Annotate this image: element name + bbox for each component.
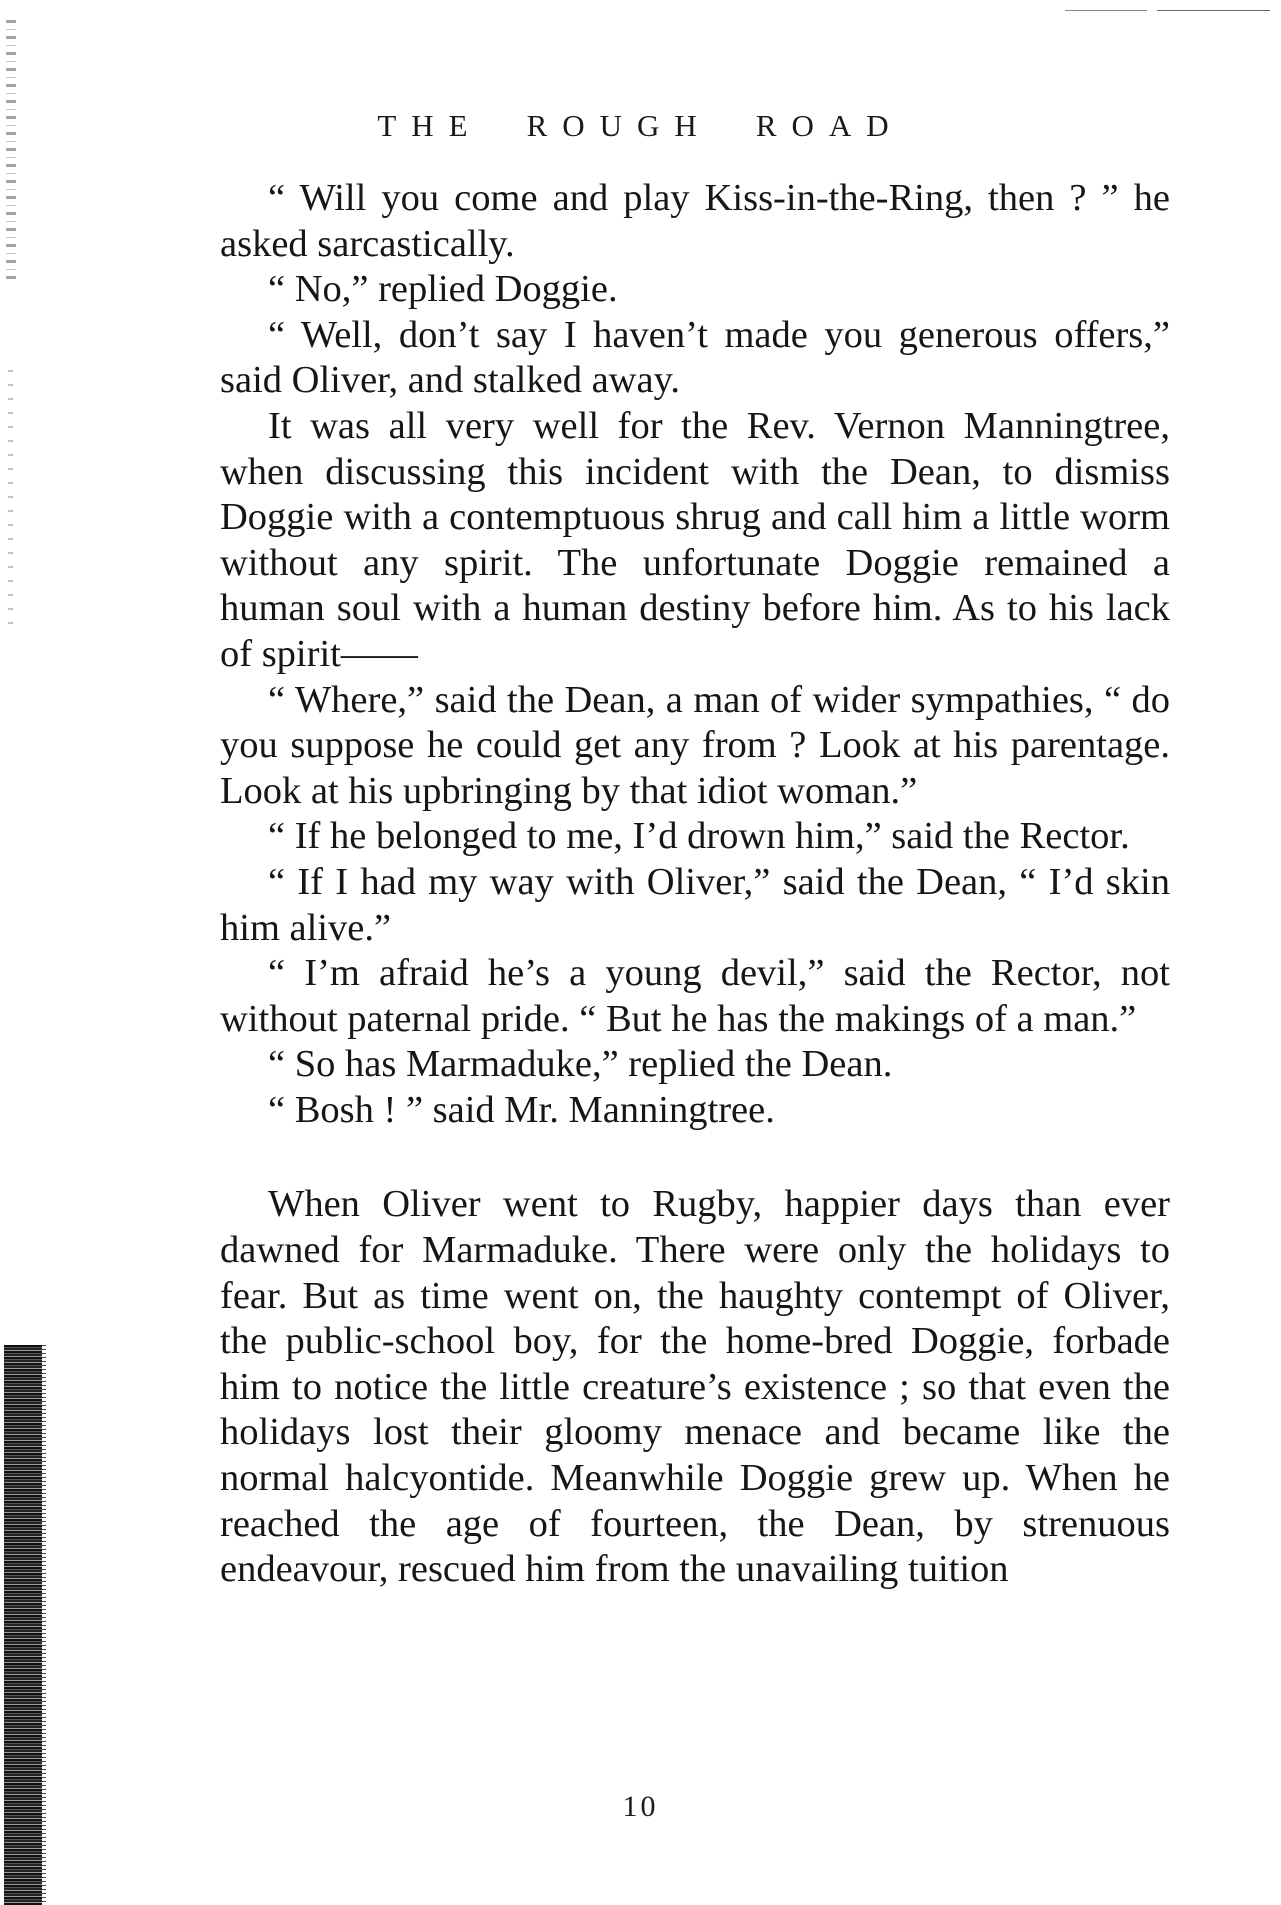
paragraph: “ No,” replied Doggie.	[268, 268, 618, 311]
body-text	[220, 176, 1170, 1593]
paragraph: “ Well, don’t say I haven’t made you generous offers,” said Oliver, and stalked away.	[220, 313, 1170, 402]
page-number: 10	[622, 1790, 659, 1823]
section-break	[220, 1133, 1170, 1182]
paragraph: “ Bosh ! ” said Mr. Manningtree.	[268, 1088, 775, 1131]
paragraph: “ So has Marmaduke,” replied the Dean.	[268, 1043, 893, 1086]
paragraph: “ Will you come and play Kiss-in-the-Ring, then ? ” he asked sarcastically.	[220, 177, 1170, 265]
paragraph: “ If I had my way with Oliver,” said the Dean, “ I’d skin him alive.”	[220, 860, 1170, 949]
paragraph: “ I’m afraid he’s a young devil,” said the Rector, not without paternal pride. “ But he has the makings of a man.”	[220, 952, 1170, 1040]
running-head-word: THE	[377, 108, 483, 143]
scan-top-rule	[1065, 10, 1270, 11]
paragraph: “ Where,” said the Dean, a man of wider sympathies, “ do you suppose he could get any from ? Look at his parentage. Look at his upbringing by that idiot woman.”	[220, 678, 1170, 812]
running-head-word: ROUGH	[526, 108, 712, 143]
scan-margin-speckle	[6, 20, 16, 280]
paragraph: When Oliver went to Rugby, happier days than ever dawned for Marmaduke. There were only the holidays to fear. But as time went on, the haughty contempt of Oliver, the public-school boy, for the home-bred Doggie, forbade him to notice the little creature’s existence ; so that even the holidays lost their gloomy menace and became like the normal halcyontide. Meanwhile Doggie grew up. When he reached the age of fourteen, the Dean, by strenuous endeavour, rescued him from the unavailing tuition	[220, 1183, 1170, 1591]
running-head	[0, 108, 1281, 144]
scan-margin-speckle-lower	[8, 370, 13, 630]
paragraph: It was all very well for the Rev. Vernon Manningtree, when discussing this incident with the Dean, to dismiss Doggie with a contemptuous shrug and call him a little worm without any spirit. The unfortunate Doggie remained a human soul with a human destiny before him. As to his lack of spirit——	[220, 404, 1170, 675]
running-head-word: ROAD	[755, 108, 904, 143]
paragraph: “ If he belonged to me, I’d drown him,” said the Rector.	[268, 815, 1130, 858]
